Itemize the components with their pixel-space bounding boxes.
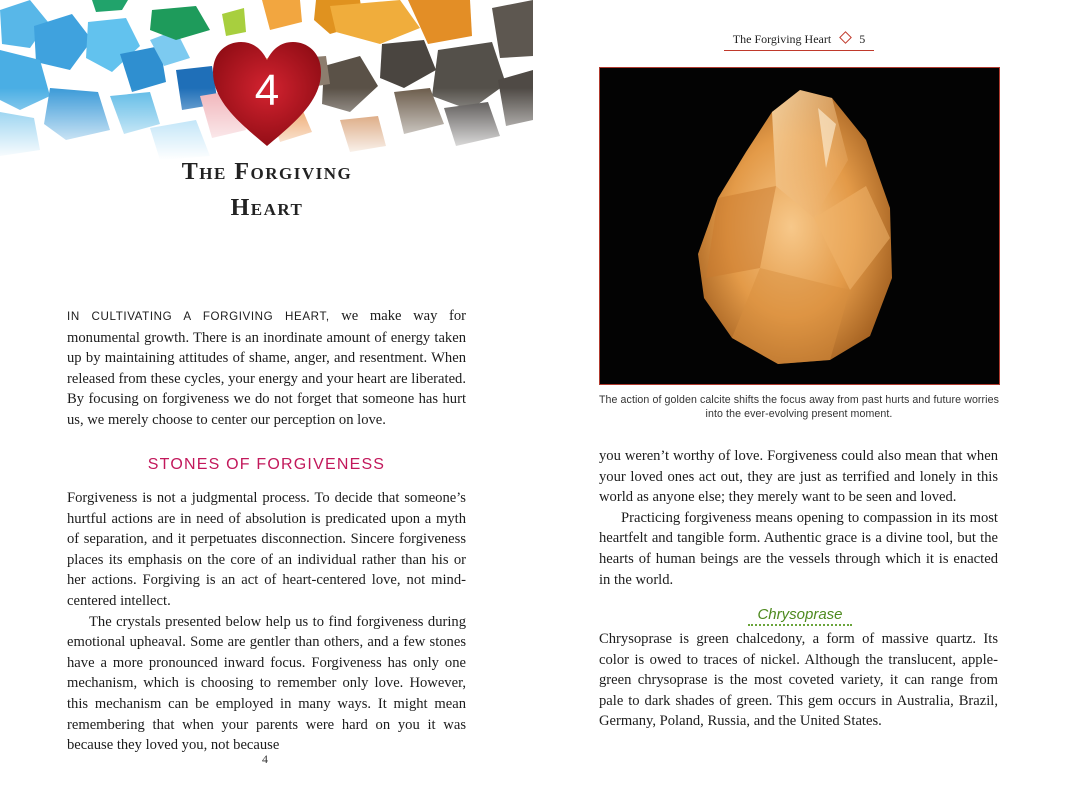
chrysoprase-paragraph (599, 629, 998, 732)
right-body-text (599, 446, 998, 590)
left-page-number: 4 (262, 752, 268, 766)
chapter-title-line-1: The Forgiving (181, 159, 353, 185)
right-paragraph-2: Practicing forgiveness means opening to compassion in its most heartfelt and tangible form. Authentic grace is a divine tool, but the hearts of human beings are the vessels through which it is enacted in the world. (599, 509, 998, 588)
chapter-title (100, 154, 434, 226)
intro-paragraph (67, 306, 466, 431)
intro-text: we make way for monumental growth. There is an inordinate amount of energy taken up by maintaining attitudes of shame, anger, and resentment. When released from these cycles, your energy and your heart are liberated. By focusing on forgiveness we do not forget that someone has hurt us, we merely choose to center our perception on love. (67, 308, 466, 428)
left-paragraph-2: The crystals presented below help us to find forgiveness during emotional upheaval. Some are gentler than others, and a few stones have a more pronounced inward focus. Forgiveness has only one mechanism, which is choosing to remember only love. However, this mechanism can be employed in many ways. It might mean remembering that when your parents were hard on you it was because they loved you, not because (67, 613, 466, 754)
left-paragraph-1: Forgiveness is not a judgmental process. To decide that someone’s hurtful actions are in need of absolution is predicated upon a myth of separation, and it perpetuates disconnection. Sincere forgiveness places its emphasis on the core of an individual rather than his or her actions. Forgiving is an act of heart-centered love, not mind-centered intellect. (67, 490, 466, 609)
running-head-title: The Forgiving Heart (732, 32, 832, 46)
photo-caption: The action of golden calcite shifts the focus away from past hurts and future worries into the ever-evolving present moment. (598, 394, 1000, 420)
chapter-title-line-2: Heart (230, 195, 304, 221)
diamond-icon (839, 31, 852, 44)
intro-lead-in: IN CULTIVATING A FORGIVING HEART, (67, 310, 330, 323)
right-page-number: 5 (859, 32, 866, 46)
left-body-text (67, 488, 466, 756)
stone-heading-chrysoprase: Chrysoprase (748, 606, 852, 626)
section-heading: STONES OF FORGIVENESS (147, 456, 386, 473)
chapter-number: 4 (254, 66, 280, 115)
running-head (724, 32, 874, 51)
chrysoprase-text: Chrysoprase is green chalcedony, a form of massive quartz. Its color is owed to traces of nickel. Although the translucent, apple-green chrysoprase is the most coveted variety, it can range from pale to dark shades of green. This gem occurs in Australia, Brazil, Germany, Poland, Russia, and the United States. (599, 631, 998, 730)
right-paragraph-1: you weren’t worthy of love. Forgiveness could also mean that when your loved ones act out, they are just as terrified and lonely in this world as anyone else; they merely want to be seen and loved. (599, 448, 998, 506)
golden-calcite-photo (599, 67, 1000, 385)
